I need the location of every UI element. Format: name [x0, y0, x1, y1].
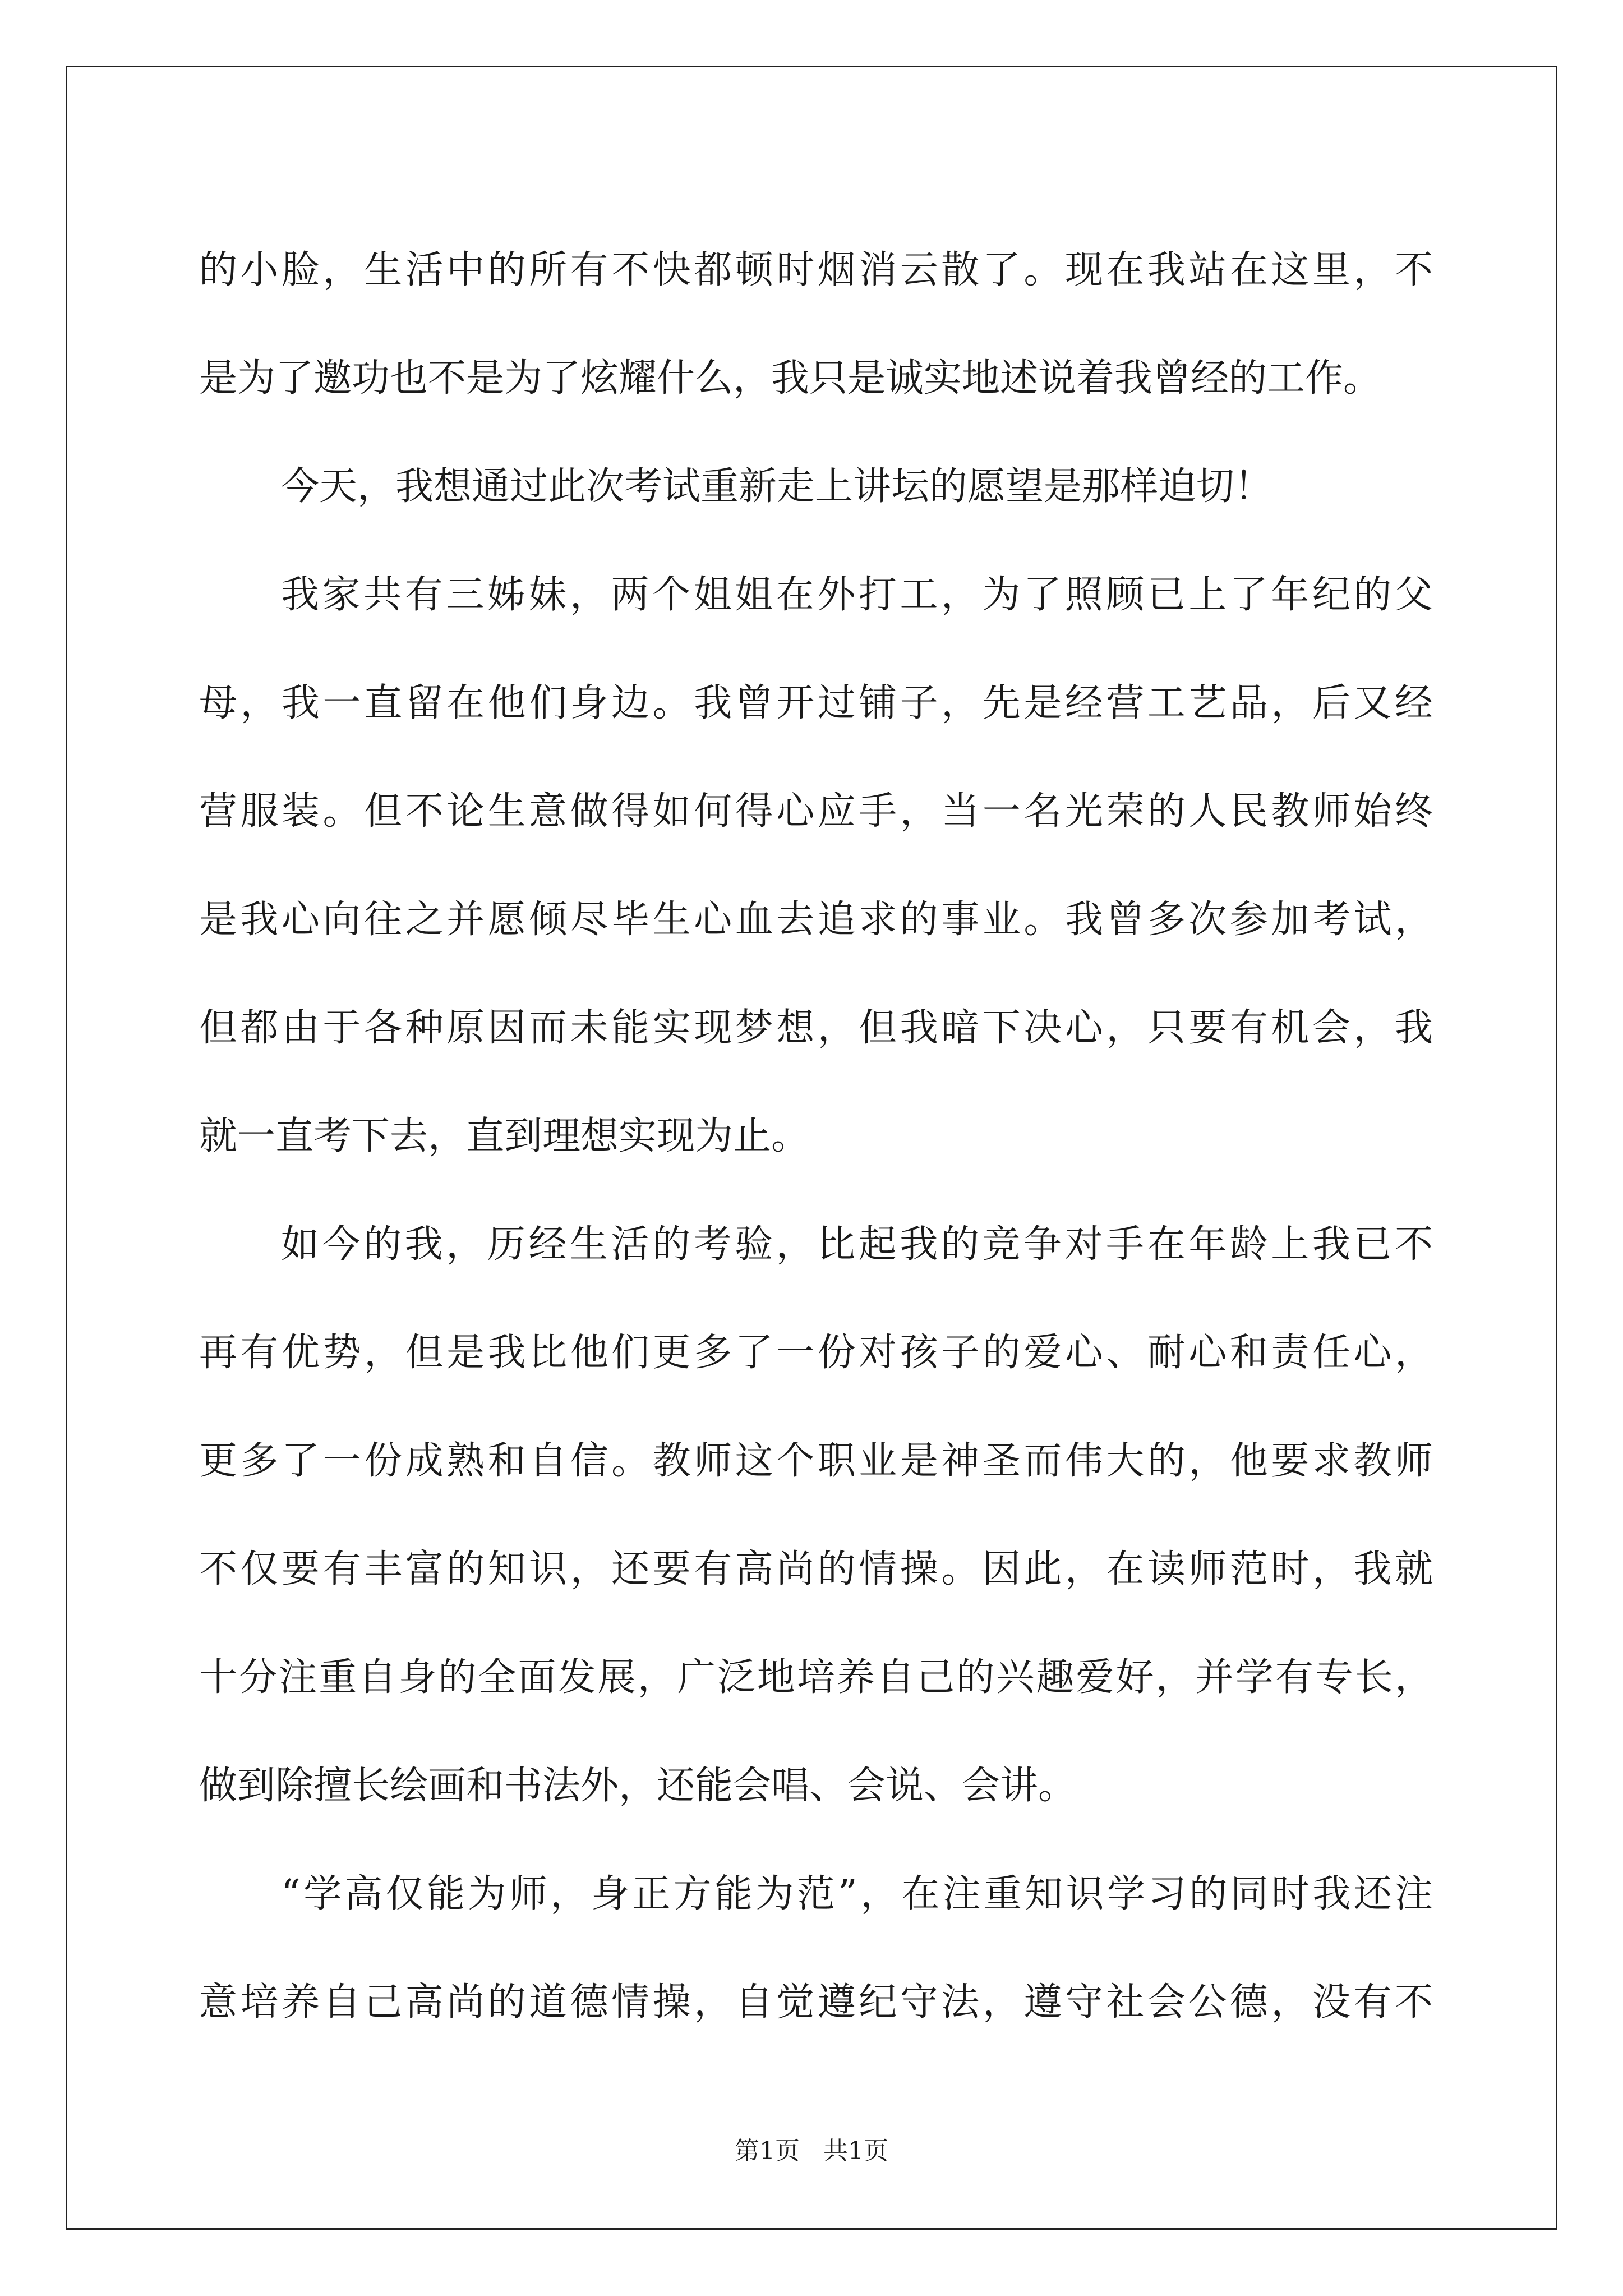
text-line: 我家共有三姊妹，两个姐姐在外打工，为了照顾已上了年纪的父 — [281, 573, 1433, 617]
text-line: 十分注重自身的全面发展，广泛地培养自己的兴趣爱好，并学有专长， — [199, 1655, 1433, 1700]
paragraph — [199, 541, 1433, 1190]
text-line: 是我心向往之并愿倾尽毕生心血去追求的事业。我曾多次参加考试， — [199, 898, 1433, 942]
text-line: 不仅要有丰富的知识，还要有高尚的情操。因此，在读师范时，我就 — [199, 1547, 1433, 1591]
text-line: 做到除擅长绘画和书法外，还能会唱、会说、会讲。 — [199, 1764, 1077, 1808]
text-line: 营服装。但不论生意做得如何得心应手，当一名光荣的人民教师始终 — [199, 789, 1433, 834]
text-line: 就一直考下去，直到理想实现为止。 — [199, 1114, 810, 1158]
text-line: 是为了邀功也不是为了炫耀什么，我只是诚实地述说着我曾经的工作。 — [199, 356, 1382, 401]
text-line: 再有优势，但是我比他们更多了一份对孩子的爱心、耐心和责任心， — [199, 1331, 1433, 1375]
page-footer: 第1页 共1页 — [735, 2137, 888, 2165]
paragraph — [199, 432, 1433, 541]
document-body — [199, 216, 1433, 2056]
text-line: 母，我一直留在他们身边。我曾开过铺子，先是经营工艺品，后又经 — [199, 681, 1433, 725]
text-line: 今天，我想通过此次考试重新走上讲坛的愿望是那样迫切！ — [281, 464, 1273, 509]
text-line: 但都由于各种原因而未能实现梦想，但我暗下决心，只要有机会，我 — [199, 1006, 1433, 1050]
text-line: 更多了一份成熟和自信。教师这个职业是神圣而伟大的，他要求教师 — [199, 1439, 1433, 1483]
text-line: 如今的我，历经生活的考验，比起我的竞争对手在年龄上我已不 — [281, 1222, 1433, 1267]
paragraph — [199, 1840, 1433, 2056]
paragraph — [199, 1190, 1433, 1840]
text-line: 意培养自己高尚的道德情操，自觉遵纪守法，遵守社会公德，没有不 — [199, 1980, 1433, 2024]
text-line: “学高仅能为师，身正方能为范”，在注重知识学习的同时我还注 — [281, 1872, 1433, 1916]
paragraph — [199, 216, 1433, 432]
text-line: 的小脸，生活中的所有不快都顿时烟消云散了。现在我站在这里，不 — [199, 248, 1433, 292]
